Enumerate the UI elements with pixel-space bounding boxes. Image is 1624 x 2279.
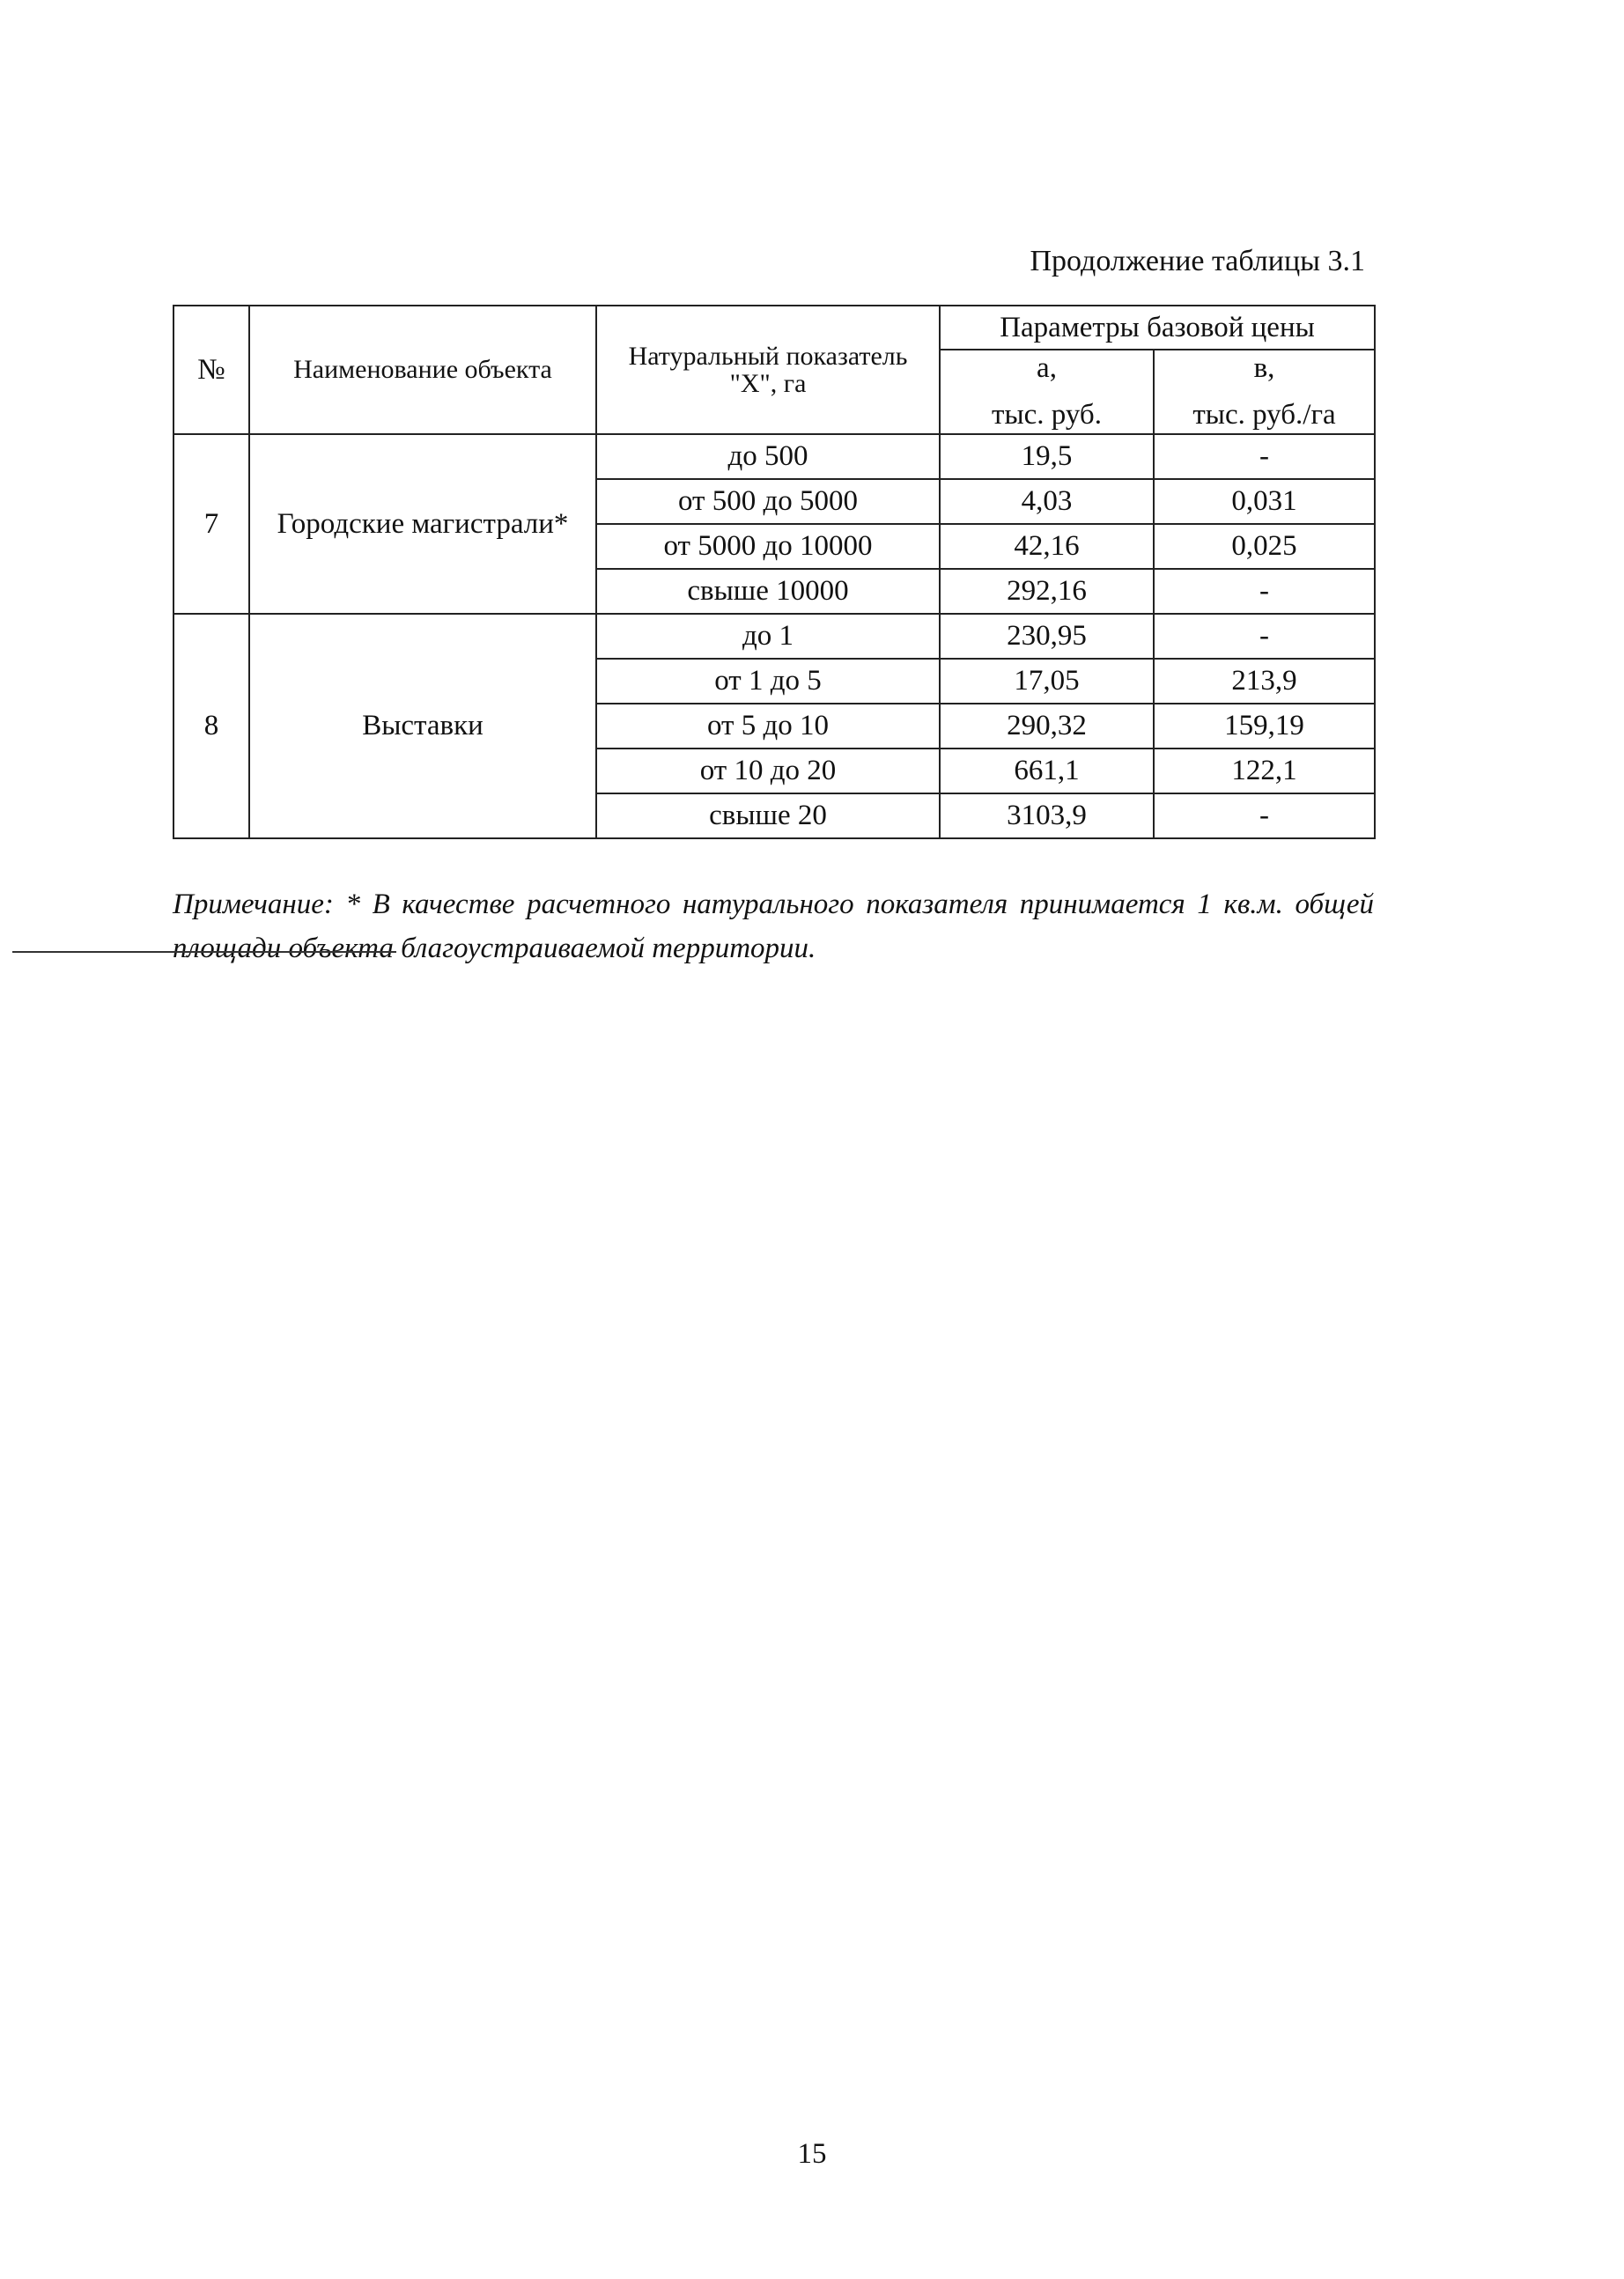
a-cell: 661,1: [940, 749, 1154, 793]
a-cell: 17,05: [940, 659, 1154, 704]
b-cell: -: [1154, 793, 1375, 838]
table-row: [173, 614, 1375, 659]
page-number: 15: [797, 2138, 827, 2170]
range-cell: от 500 до 5000: [596, 479, 940, 524]
a-cell: 3103,9: [940, 793, 1154, 838]
header-b: [1154, 350, 1375, 434]
a-cell: 290,32: [940, 704, 1154, 749]
range-cell: от 5000 до 10000: [596, 524, 940, 569]
b-cell: -: [1154, 614, 1375, 659]
price-table: [173, 305, 1376, 839]
range-cell: от 10 до 20: [596, 749, 940, 793]
a-cell: 19,5: [940, 434, 1154, 479]
header-num: №: [173, 306, 249, 434]
object-name: Городские магистрали*: [249, 434, 596, 614]
header-a: [940, 350, 1154, 434]
note-divider: [12, 951, 396, 953]
header-name: Наименование объекта: [249, 306, 596, 434]
header-a-unit: тыс. руб.: [992, 399, 1102, 431]
a-cell: 42,16: [940, 524, 1154, 569]
b-cell: 0,031: [1154, 479, 1375, 524]
header-b-unit: тыс. руб./га: [1192, 399, 1336, 431]
row-num: 8: [173, 614, 249, 838]
range-cell: от 1 до 5: [596, 659, 940, 704]
a-cell: 292,16: [940, 569, 1154, 614]
header-params: Параметры базовой цены: [940, 306, 1375, 350]
b-cell: 0,025: [1154, 524, 1375, 569]
object-name: Выставки: [249, 614, 596, 838]
range-cell: свыше 10000: [596, 569, 940, 614]
a-cell: 230,95: [940, 614, 1154, 659]
b-cell: 122,1: [1154, 749, 1375, 793]
range-cell: от 5 до 10: [596, 704, 940, 749]
a-cell: 4,03: [940, 479, 1154, 524]
b-cell: 213,9: [1154, 659, 1375, 704]
range-cell: до 1: [596, 614, 940, 659]
header-indicator: Натуральный показатель "X", га: [596, 306, 940, 434]
range-cell: до 500: [596, 434, 940, 479]
table-caption: Продолжение таблицы 3.1: [1030, 245, 1365, 277]
header-b-label: в,: [1253, 352, 1275, 385]
row-num: 7: [173, 434, 249, 614]
range-cell: свыше 20: [596, 793, 940, 838]
header-a-label: а,: [1037, 352, 1057, 385]
table-row: [173, 434, 1375, 479]
b-cell: 159,19: [1154, 704, 1375, 749]
b-cell: -: [1154, 434, 1375, 479]
b-cell: -: [1154, 569, 1375, 614]
table-note: Примечание: * В качестве расчетного натурального показателя принимается 1 кв.м. общей площади объекта благоустраиваемой территории.: [173, 889, 1374, 964]
